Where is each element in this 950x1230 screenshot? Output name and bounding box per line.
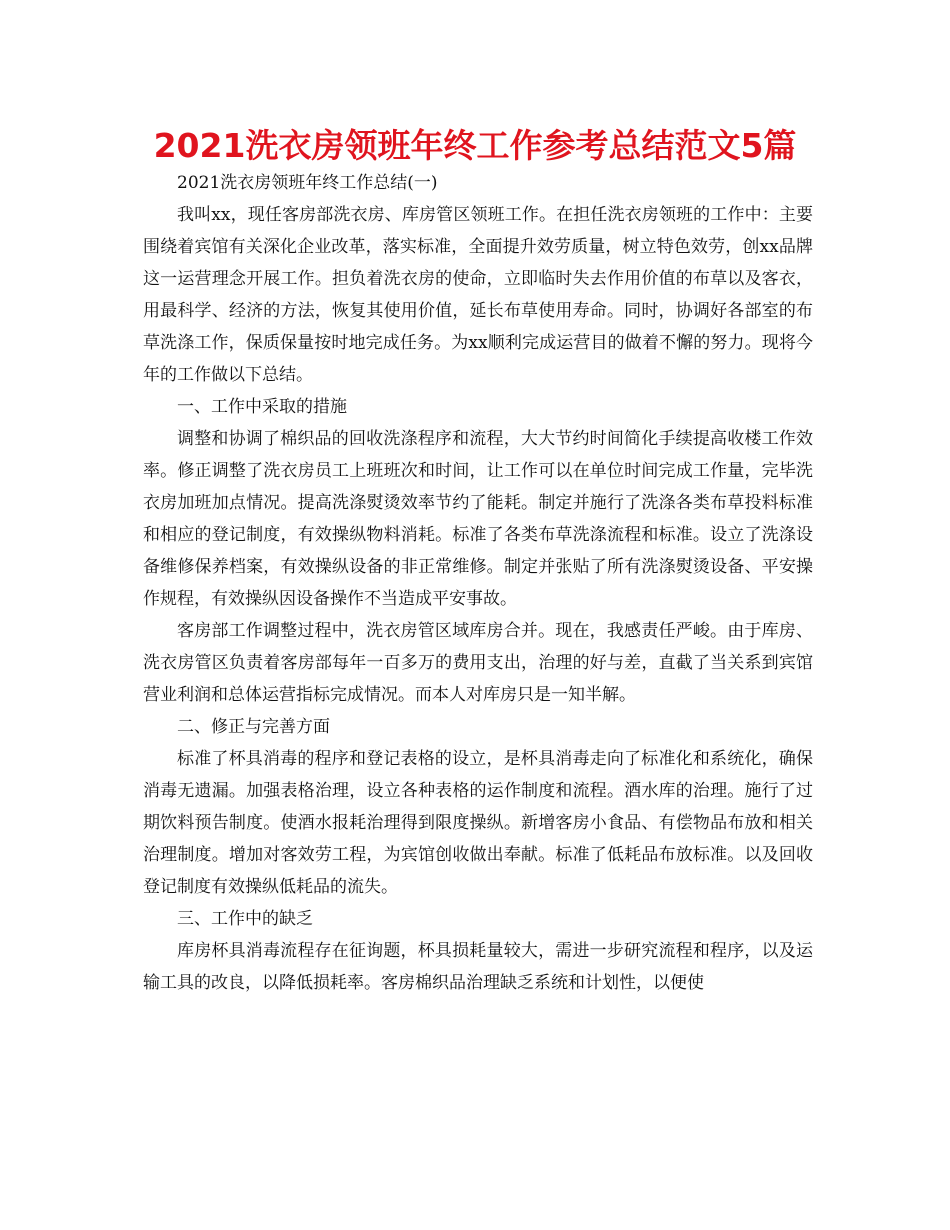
section-heading-measures: 一、工作中采取的措施 xyxy=(177,397,347,417)
storeroom-paragraph: 客房部工作调整过程中，洗衣房管区域库房合并。现在，我感责任严峻。由于库房、洗衣房管区负责着客房部每年一百多万的费用支出，治理的好与差，直截了当关系到宾馆营业利润和总体运营指标完成情况。而本人对库房只是一知半解。 xyxy=(143,621,813,705)
measures-paragraph: 调整和协调了棉织品的回收洗涤程序和流程，大大节约时间简化手续提高收楼工作效率。修正调整了洗衣房员工上班班次和时间，让工作可以在单位时间完成工作量，完毕洗衣房加班加点情况。提高洗涤熨烫效率节约了能耗。制定并施行了洗涤各类布草投料标准和相应的登记制度，有效操纵物料消耗。标准了各类布草洗涤流程和标准。设立了洗涤设备维修保养档案，有效操纵设备的非正常维修。制定并张贴了所有洗涤熨烫设备、平安操作规程，有效操纵因设备操作不当造成平安事故。 xyxy=(143,429,813,609)
shortcomings-paragraph: 库房杯具消毒流程存在征询题，杯具损耗量较大，需进一步研究流程和程序，以及运输工具的改良，以降低损耗率。客房棉织品治理缺乏系统和计划性，以便使 xyxy=(143,941,813,993)
document-body xyxy=(143,167,813,999)
intro-paragraph: 我叫xx，现任客房部洗衣房、库房管区领班工作。在担任洗衣房领班的工作中：主要围绕着宾馆有关深化企业改革，落实标准，全面提升效劳质量，树立特色效劳，创xx品牌这一运营理念开展工作。担负着洗衣房的使命，立即临时失去作用价值的布草以及客衣，用最科学、经济的方法，恢复其使用价值，延长布草使用寿命。同时，协调好各部室的布草洗涤工作，保质保量按时地完成任务。为xx顺利完成运营目的做着不懈的努力。现将今年的工作做以下总结。 xyxy=(143,205,813,385)
document-title: 2021洗衣房领班年终工作参考总结范文5篇 xyxy=(153,126,797,165)
improvements-paragraph: 标准了杯具消毒的程序和登记表格的设立，是杯具消毒走向了标准化和系统化，确保消毒无遗漏。加强表格治理，设立各种表格的运作制度和流程。酒水库的治理。施行了过期饮料预告制度。使酒水报耗治理得到限度操纵。新增客房小食品、有偿物品布放和相关治理制度。增加对客效劳工程，为宾馆创收做出奉献。标准了低耗品布放标准。以及回收登记制度有效操纵低耗品的流失。 xyxy=(143,749,813,897)
section-heading-improvements: 二、修正与完善方面 xyxy=(177,717,330,737)
document-subtitle: 2021洗衣房领班年终工作总结(一) xyxy=(177,173,438,193)
section-heading-shortcomings: 三、工作中的缺乏 xyxy=(177,909,313,929)
